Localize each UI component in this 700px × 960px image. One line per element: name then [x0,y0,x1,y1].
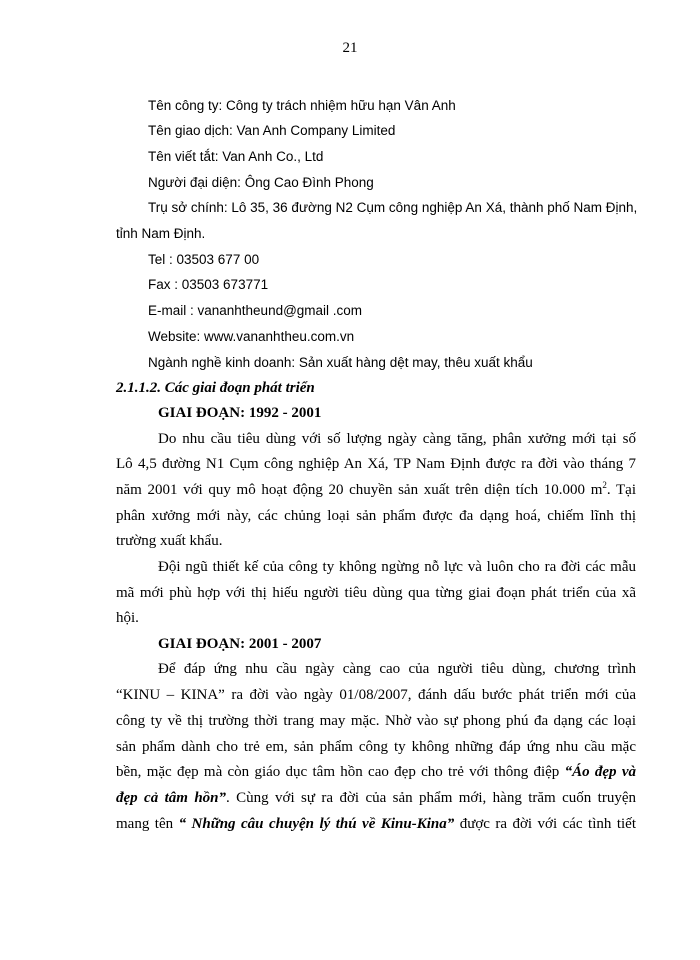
company-abbreviation: Tên viết tắt: Van Anh Co., Ltd [148,149,324,164]
phase2-p1-line-2: “KINU – KINA” ra đời vào ngày 01/08/2007, đánh dấu bước phát triển mới của [116,687,636,703]
page-number: 21 [342,40,358,56]
phase1-p2-line-3: hội. [116,610,139,626]
company-business: Ngành nghề kinh doanh: Sản xuất hàng dệt may, thêu xuất khẩu [148,355,533,370]
company-email: E-mail : vananhtheund@gmail .com [148,303,363,318]
phase2-title: GIAI ĐOẠN: 2001 - 2007 [158,636,322,652]
phase2-p1-line-6: đẹp cả tâm hồn”. Cùng với sự ra đời của sản phẩm mới, hàng trăm cuốn truyện [116,790,636,806]
company-trade-name: Tên giao dịch: Van Anh Company Limited [148,123,396,138]
phase1-p1-line-4: phân xưởng mới này, các chủng loại sản phẩm được đa dạng hoá, chiếm lĩnh thị [116,508,636,524]
company-name: Tên công ty: Công ty trách nhiệm hữu hạn Vân Anh [148,98,456,113]
phase1-p1-line-3: năm 2001 với quy mô hoạt động 20 chuyền sản xuất trên diện tích 10.000 $m^2$. Tại [116,480,637,498]
company-tel: Tel : 03503 677 00 [148,252,260,267]
phase2-p1-line-3: công ty về thị trường thời trang may mặc. Nhờ vào sự phong phú đa dạng các loại [116,713,636,729]
phase2-p1-line-7: mang tên “ Những câu chuyện lý thú về Kinu-Kina” được ra đời với các tình tiết [116,816,637,832]
phase1-p1-line-2: Lô 4,5 đường N1 Cụm công nghiệp An Xá, TP Nam Định được ra đời vào tháng 7 [116,456,636,472]
phase2-p1-line-1: Để đáp ứng nhu cầu ngày càng cao của người tiêu dùng, chương trình [158,661,636,677]
phase1-p2-line-2: mã mới phù hợp với thị hiếu người tiêu dùng qua từng giai đoạn phát triển của xã [116,585,636,601]
company-hq-line-1: Trụ sở chính: Lô 35, 36 đường N2 Cụm công nghiệp An Xá, thành phố Nam Định, [148,200,638,215]
company-hq-line-2: tỉnh Nam Định. [116,226,206,241]
section-heading: 2.1.1.2. Các giai đoạn phát triển [116,380,315,396]
phase1-title: GIAI ĐOẠN: 1992 - 2001 [158,405,322,421]
company-representative: Người đại diện: Ông Cao Đình Phong [148,175,374,190]
phase2-p1-line-4: sản phẩm dành cho trẻ em, sản phẩm công ty không những đáp ứng nhu cầu mặc [116,739,636,755]
phase1-p1-line-5: trường xuất khẩu. [116,533,223,549]
phase2-p1-line-5: bền, mặc đẹp mà còn giáo dục tâm hồn cao đẹp cho trẻ với thông điệp “Áo đẹp và [116,764,636,780]
phase1-p2-line-1: Đội ngũ thiết kế của công ty không ngừng nỗ lực và luôn cho ra đời các mẫu [158,559,636,575]
company-fax: Fax : 03503 673771 [148,277,269,292]
company-website: Website: www.vananhtheu.com.vn [148,329,355,344]
phase1-p1-line-1: Do nhu cầu tiêu dùng với số lượng ngày càng tăng, phân xưởng mới tại số [158,431,636,447]
